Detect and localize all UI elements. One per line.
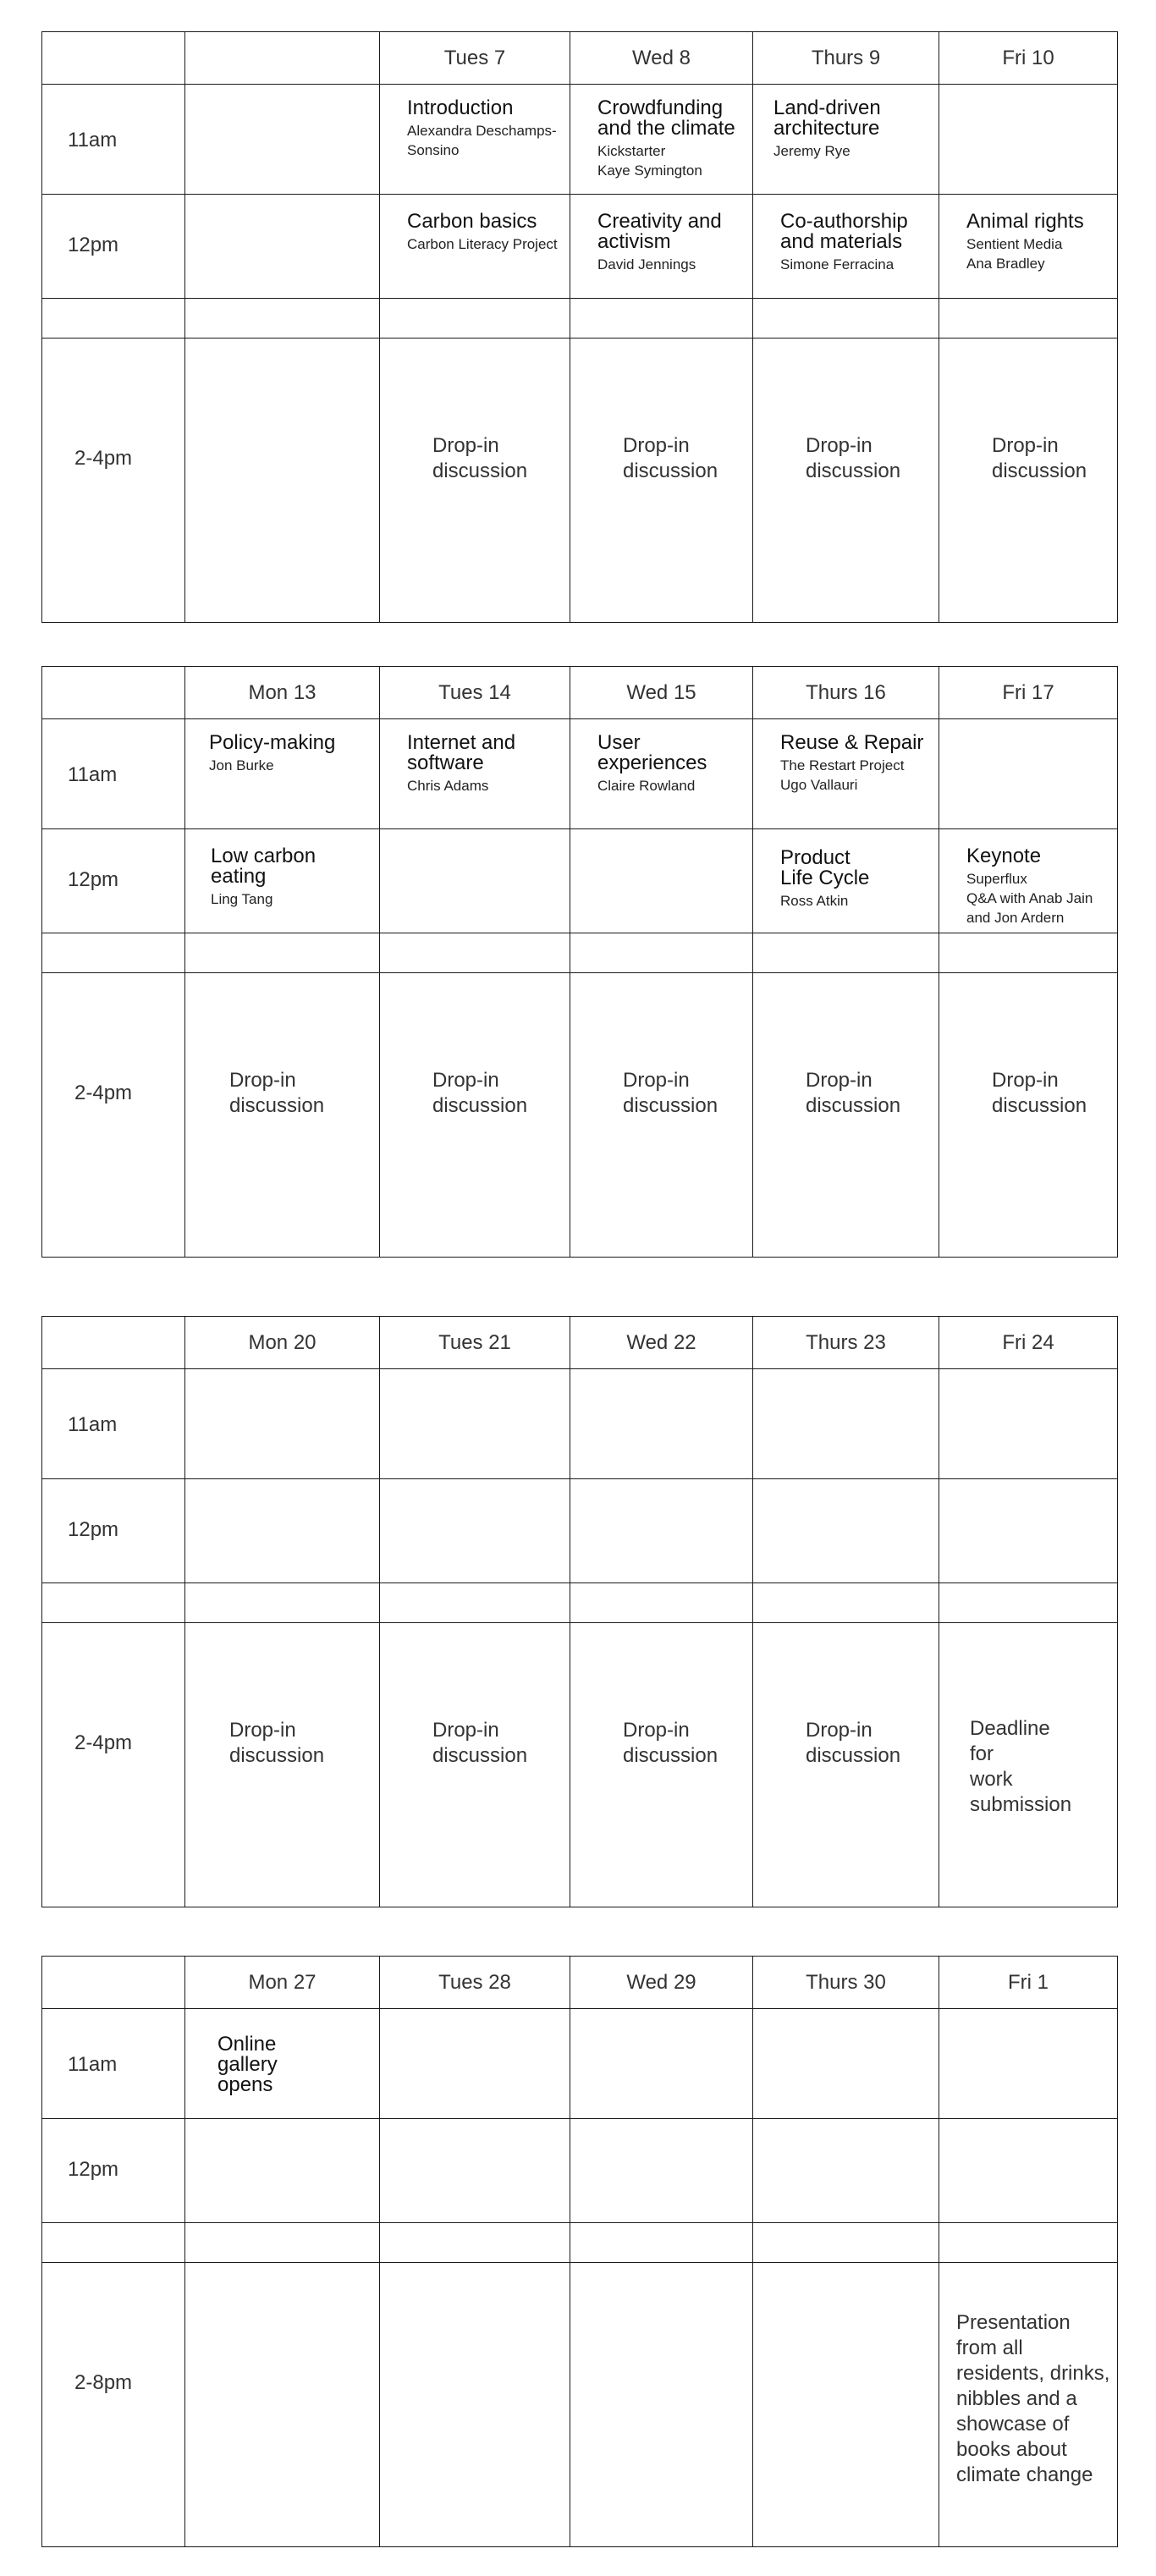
- session-speaker: Jon Burke: [209, 757, 274, 773]
- session-title: Crowdfunding and the climate: [597, 96, 735, 140]
- session-cell: [380, 719, 570, 829]
- session-cell: [380, 2009, 570, 2119]
- spacer-cell: [42, 1583, 185, 1623]
- noon-row: [42, 2119, 1118, 2223]
- session: [217, 2034, 372, 2095]
- corner-cell: [42, 32, 185, 85]
- spacer-cell: [42, 299, 185, 339]
- spacer-cell: [570, 299, 753, 339]
- day-label: Tues 21: [438, 1331, 511, 1354]
- session: [780, 848, 932, 911]
- time-label: 11am: [68, 1413, 118, 1436]
- event-note: Presentation from all residents, drinks, nibbles and a showcase of books about climate change: [956, 2311, 1110, 2486]
- afternoon-cell: [753, 1623, 939, 1907]
- drop-in-label: Drop-in discussion: [432, 434, 528, 482]
- drop-in-label: Drop-in discussion: [806, 1719, 901, 1767]
- session-title: Animal rights: [966, 210, 1084, 233]
- session-speaker: Jeremy Rye: [773, 143, 850, 159]
- morning-row: [42, 85, 1118, 195]
- day-label: Mon 13: [248, 681, 317, 704]
- morning-row: [42, 719, 1118, 829]
- time-label: 11am: [68, 763, 118, 786]
- day-header: [380, 32, 570, 85]
- session-cell: [570, 85, 753, 195]
- session-cell: [185, 2119, 380, 2223]
- spacer-row: [42, 933, 1118, 973]
- session: [597, 212, 746, 274]
- session-title: Policy-making: [209, 731, 336, 754]
- header-row: [42, 1957, 1118, 2009]
- session-cell: [753, 195, 939, 299]
- time-cell: [42, 973, 185, 1258]
- spacer-cell: [185, 933, 380, 973]
- time-cell: [42, 339, 185, 623]
- day-header: [939, 1957, 1118, 2009]
- drop-in-label: Drop-in discussion: [432, 1719, 528, 1767]
- day-header: [570, 32, 753, 85]
- day-label: Fri 10: [1002, 47, 1054, 69]
- session-cell: [380, 85, 570, 195]
- session-cell: [753, 1369, 939, 1479]
- time-cell: [42, 829, 185, 933]
- noon-row: [42, 195, 1118, 299]
- noon-row: [42, 829, 1118, 933]
- spacer-cell: [939, 933, 1118, 973]
- spacer-cell: [185, 2223, 380, 2263]
- session-cell: [380, 1369, 570, 1479]
- spacer-cell: [753, 2223, 939, 2263]
- time-label: 2-8pm: [74, 2371, 133, 2394]
- day-header: [753, 1317, 939, 1369]
- afternoon-cell: [570, 973, 753, 1258]
- day-label: Fri 1: [1008, 1971, 1049, 1994]
- session-cell: [185, 2009, 380, 2119]
- session-cell: [939, 2119, 1118, 2223]
- session-cell: [753, 829, 939, 933]
- time-label: 2-4pm: [74, 1731, 133, 1754]
- session: [597, 98, 746, 180]
- session-cell: [185, 1369, 380, 1479]
- afternoon-row: [42, 973, 1118, 1258]
- session-cell: [570, 719, 753, 829]
- session: [209, 733, 372, 775]
- session-speaker: Simone Ferracina: [780, 256, 895, 272]
- session-title: User experiences: [597, 731, 707, 774]
- session-speaker: Sentient Media Ana Bradley: [966, 236, 1063, 272]
- corner-cell: [42, 1317, 185, 1369]
- afternoon-cell: [570, 2263, 753, 2547]
- day-header: [185, 1957, 380, 2009]
- day-header: [939, 1317, 1118, 1369]
- time-label: 12pm: [68, 234, 119, 256]
- afternoon-cell: [380, 1623, 570, 1907]
- session-title: Keynote: [966, 845, 1042, 867]
- day-header: [753, 32, 939, 85]
- spacer-cell: [380, 1583, 570, 1623]
- header-row: [42, 667, 1118, 719]
- session-speaker: Carbon Literacy Project: [407, 236, 558, 252]
- day-label: Thurs 30: [806, 1971, 886, 1994]
- time-cell: [42, 2263, 185, 2547]
- time-cell: [42, 719, 185, 829]
- session-cell: [753, 1479, 939, 1583]
- session-cell: [185, 85, 380, 195]
- session-speaker: Chris Adams: [407, 778, 489, 794]
- session-cell: [570, 2009, 753, 2119]
- time-label: 2-4pm: [74, 1082, 133, 1104]
- day-label: Thurs 9: [811, 47, 881, 69]
- session: [597, 733, 746, 795]
- afternoon-row: [42, 1623, 1118, 1907]
- session-cell: [185, 829, 380, 933]
- day-header: [939, 32, 1118, 85]
- session-speaker: The Restart Project Ugo Vallauri: [780, 757, 905, 793]
- session: [966, 846, 1110, 927]
- afternoon-cell: [380, 973, 570, 1258]
- spacer-cell: [185, 299, 380, 339]
- spacer-cell: [939, 1583, 1118, 1623]
- spacer-cell: [753, 1583, 939, 1623]
- day-header: [570, 1957, 753, 2009]
- session-cell: [185, 1479, 380, 1583]
- afternoon-cell: [939, 1623, 1118, 1907]
- session-cell: [753, 85, 939, 195]
- spacer-row: [42, 299, 1118, 339]
- day-label: Mon 27: [248, 1971, 317, 1994]
- time-cell: [42, 1369, 185, 1479]
- session-speaker: Kickstarter Kaye Symington: [597, 143, 702, 179]
- afternoon-cell: [185, 1623, 380, 1907]
- day-label: Wed 29: [626, 1971, 696, 1994]
- drop-in-label: Drop-in discussion: [992, 434, 1087, 482]
- time-label: 11am: [68, 129, 118, 151]
- spacer-cell: [939, 2223, 1118, 2263]
- session-cell: [185, 195, 380, 299]
- session-title: Land-driven architecture: [773, 96, 881, 140]
- session-cell: [939, 719, 1118, 829]
- time-label: 2-4pm: [74, 447, 133, 470]
- session: [773, 98, 932, 161]
- session-cell: [753, 2119, 939, 2223]
- session-cell: [570, 2119, 753, 2223]
- afternoon-cell: [939, 339, 1118, 623]
- session-cell: [939, 195, 1118, 299]
- week-table: [41, 31, 1118, 623]
- session-title: Introduction: [407, 96, 514, 119]
- day-header: [939, 667, 1118, 719]
- afternoon-row: [42, 339, 1118, 623]
- corner-cell: [42, 1957, 185, 2009]
- session-cell: [939, 85, 1118, 195]
- week-table: [41, 1956, 1118, 2547]
- spacer-row: [42, 2223, 1118, 2263]
- day-label: Tues 28: [438, 1971, 511, 1994]
- day-label: Wed 8: [632, 47, 691, 69]
- day-label: Wed 15: [626, 681, 696, 704]
- header-row: [42, 1317, 1118, 1369]
- session-cell: [380, 1479, 570, 1583]
- afternoon-cell: [753, 339, 939, 623]
- day-header: [753, 1957, 939, 2009]
- time-cell: [42, 195, 185, 299]
- afternoon-cell: [380, 2263, 570, 2547]
- day-header: [570, 1317, 753, 1369]
- session-cell: [185, 719, 380, 829]
- session: [407, 212, 563, 254]
- spacer-cell: [570, 1583, 753, 1623]
- session-cell: [570, 829, 753, 933]
- session-title: Carbon basics: [407, 210, 537, 233]
- day-header: [570, 667, 753, 719]
- spacer-cell: [753, 299, 939, 339]
- session: [966, 212, 1110, 273]
- day-header: [380, 1317, 570, 1369]
- day-header: [380, 667, 570, 719]
- time-cell: [42, 2119, 185, 2223]
- session-speaker: Claire Rowland: [597, 778, 696, 794]
- spacer-cell: [939, 299, 1118, 339]
- day-header: [185, 1317, 380, 1369]
- day-header: [380, 1957, 570, 2009]
- time-label: 12pm: [68, 2158, 119, 2181]
- afternoon-cell: [939, 973, 1118, 1258]
- afternoon-cell: [939, 2263, 1118, 2547]
- day-header: [185, 32, 380, 85]
- drop-in-label: Drop-in discussion: [806, 434, 901, 482]
- session-cell: [570, 1479, 753, 1583]
- spacer-cell: [753, 933, 939, 973]
- session-cell: [939, 1479, 1118, 1583]
- time-cell: [42, 2009, 185, 2119]
- afternoon-cell: [380, 339, 570, 623]
- session-title: Reuse & Repair: [780, 731, 924, 754]
- afternoon-row: [42, 2263, 1118, 2547]
- session: [780, 212, 932, 274]
- session: [407, 98, 563, 160]
- week-table: [41, 1316, 1118, 1907]
- spacer-cell: [570, 933, 753, 973]
- time-label: 12pm: [68, 1518, 119, 1541]
- day-header: [185, 667, 380, 719]
- session-title: Product Life Cycle: [780, 846, 870, 889]
- afternoon-cell: [570, 339, 753, 623]
- session: [780, 733, 932, 795]
- spacer-cell: [380, 299, 570, 339]
- session-cell: [753, 2009, 939, 2119]
- spacer-cell: [380, 933, 570, 973]
- afternoon-cell: [753, 2263, 939, 2547]
- spacer-row: [42, 1583, 1118, 1623]
- drop-in-label: Drop-in discussion: [992, 1069, 1087, 1117]
- day-label: Thurs 23: [806, 1331, 886, 1354]
- session-speaker: Alexandra Deschamps-Sonsino: [407, 123, 557, 158]
- session-cell: [380, 195, 570, 299]
- drop-in-label: Drop-in discussion: [432, 1069, 528, 1117]
- session-title: Internet and software: [407, 731, 516, 774]
- corner-cell: [42, 667, 185, 719]
- session-speaker: Superflux Q&A with Anab Jain and Jon Ardern: [966, 871, 1093, 926]
- drop-in-label: Drop-in discussion: [623, 1719, 718, 1767]
- time-label: 11am: [68, 2053, 118, 2076]
- session: [211, 846, 372, 909]
- session-cell: [570, 1369, 753, 1479]
- day-label: Tues 7: [443, 47, 506, 69]
- header-row: [42, 32, 1118, 85]
- session-title: Low carbon eating: [211, 845, 317, 888]
- afternoon-cell: [185, 339, 380, 623]
- session-cell: [753, 719, 939, 829]
- session-cell: [570, 195, 753, 299]
- time-cell: [42, 1623, 185, 1907]
- session-speaker: Ross Atkin: [780, 893, 849, 909]
- session-title: Creativity and activism: [597, 210, 722, 253]
- week-table: [41, 666, 1118, 1258]
- afternoon-cell: [185, 2263, 380, 2547]
- spacer-cell: [42, 933, 185, 973]
- session-cell: [939, 2009, 1118, 2119]
- session-title: Online gallery opens: [217, 2033, 278, 2096]
- spacer-cell: [185, 1583, 380, 1623]
- session-cell: [939, 1369, 1118, 1479]
- drop-in-label: Drop-in discussion: [229, 1719, 325, 1767]
- event-note: Deadline for work submission: [970, 1717, 1072, 1816]
- session-cell: [380, 829, 570, 933]
- drop-in-label: Drop-in discussion: [806, 1069, 901, 1117]
- session-cell: [380, 2119, 570, 2223]
- afternoon-cell: [185, 973, 380, 1258]
- morning-row: [42, 2009, 1118, 2119]
- afternoon-cell: [753, 973, 939, 1258]
- session: [407, 733, 563, 795]
- spacer-cell: [42, 2223, 185, 2263]
- day-label: Wed 22: [626, 1331, 696, 1354]
- time-cell: [42, 1479, 185, 1583]
- spacer-cell: [570, 2223, 753, 2263]
- time-label: 12pm: [68, 868, 119, 891]
- day-label: Fri 17: [1002, 681, 1054, 704]
- spacer-cell: [380, 2223, 570, 2263]
- day-label: Thurs 16: [806, 681, 886, 704]
- day-label: Mon 20: [248, 1331, 317, 1354]
- morning-row: [42, 1369, 1118, 1479]
- time-cell: [42, 85, 185, 195]
- day-label: Fri 24: [1002, 1331, 1054, 1354]
- session-speaker: David Jennings: [597, 256, 696, 272]
- drop-in-label: Drop-in discussion: [623, 1069, 718, 1117]
- noon-row: [42, 1479, 1118, 1583]
- session-title: Co-authorship and materials: [780, 210, 908, 253]
- day-label: Tues 14: [438, 681, 511, 704]
- afternoon-cell: [570, 1623, 753, 1907]
- session-speaker: Ling Tang: [211, 891, 273, 907]
- drop-in-label: Drop-in discussion: [229, 1069, 325, 1117]
- day-header: [753, 667, 939, 719]
- drop-in-label: Drop-in discussion: [623, 434, 718, 482]
- session-cell: [939, 829, 1118, 933]
